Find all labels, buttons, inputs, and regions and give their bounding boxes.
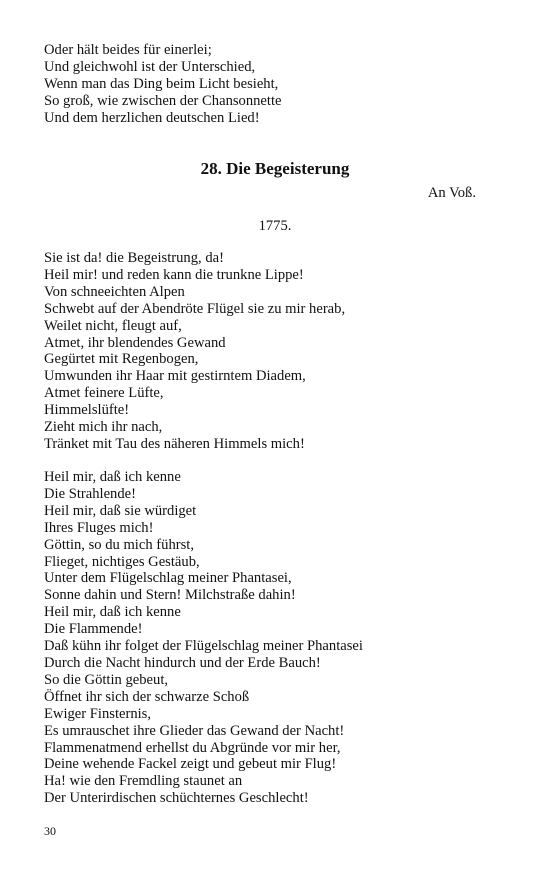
verse-line: Von schneeichten Alpen xyxy=(44,283,185,300)
verse-line: Sonne dahin und Stern! Milchstraße dahin! xyxy=(44,587,296,604)
verse-line: Daß kühn ihr folget der Flügelschlag meiner Phantasei xyxy=(44,638,363,655)
poem-title: 28. Die Begeisterung xyxy=(200,159,350,178)
verse-line: Ihres Fluges mich! xyxy=(44,519,154,536)
verse-line: Heil mir, daß ich kenne xyxy=(44,469,181,485)
poem-stanza-2 xyxy=(44,469,363,807)
verse-line: Flieget, nichtiges Gestäub, xyxy=(44,553,200,570)
verse-line: Oder hält beides für einerlei; xyxy=(44,42,212,58)
poem-year: 1775. xyxy=(258,218,292,234)
verse-line: So die Göttin gebeut, xyxy=(44,671,169,688)
verse-line: Die Flammende! xyxy=(44,621,143,638)
verse-line: Göttin, so du mich führst, xyxy=(44,536,194,553)
verse-line: Wenn man das Ding beim Licht besieht, xyxy=(44,75,279,92)
verse-line: Tränket mit Tau des näheren Himmels mich! xyxy=(44,435,305,452)
verse-line: Weilet nicht, fleugt auf, xyxy=(44,317,182,334)
verse-line: Atmet, ihr blendendes Gewand xyxy=(44,334,226,351)
intro-stanza xyxy=(44,42,282,127)
verse-line: Der Unterirdischen schüchternes Geschlecht! xyxy=(44,790,309,807)
verse-line: Unter dem Flügelschlag meiner Phantasei, xyxy=(44,570,292,587)
verse-line: Und gleichwohl ist der Unterschied, xyxy=(44,58,256,75)
verse-line: Deine wehende Fackel zeigt und gebeut mir Flug! xyxy=(44,756,337,773)
page-number: 30 xyxy=(44,824,56,838)
verse-line: Heil mir, daß sie würdiget xyxy=(44,502,197,519)
verse-line: Umwunden ihr Haar mit gestirntem Diadem, xyxy=(44,368,306,385)
verse-line: Heil mir! und reden kann die trunkne Lippe! xyxy=(44,266,304,283)
verse-line: Durch die Nacht hindurch und der Erde Bauch! xyxy=(44,654,321,671)
verse-line: Atmet feinere Lüfte, xyxy=(44,385,164,402)
verse-line: Sie ist da! die Begeistrung, da! xyxy=(44,250,224,266)
verse-line: Flammenatmend erhellst du Abgründe vor mir her, xyxy=(44,739,341,756)
verse-line: Die Strahlende! xyxy=(44,485,136,502)
verse-line: Himmelslüfte! xyxy=(44,402,130,419)
verse-line: Ewiger Finsternis, xyxy=(44,705,152,722)
verse-line: Und dem herzlichen deutschen Lied! xyxy=(44,109,260,126)
verse-line: Ha! wie den Fremdling staunet an xyxy=(44,773,243,790)
verse-line: Schwebt auf der Abendröte Flügel sie zu mir herab, xyxy=(44,300,346,317)
verse-line: Zieht mich ihr nach, xyxy=(44,419,163,436)
verse-line: Öffnet ihr sich der schwarze Schoß xyxy=(44,688,250,705)
verse-line: Gegürtet mit Regenbogen, xyxy=(44,351,199,368)
poem-stanza-1 xyxy=(44,250,345,453)
verse-line: Es umrauschet ihre Glieder das Gewand der Nacht! xyxy=(44,722,345,739)
verse-line: So groß, wie zwischen der Chansonnette xyxy=(44,92,282,109)
poem-dedication: An Voß. xyxy=(427,185,476,201)
verse-line: Heil mir, daß ich kenne xyxy=(44,604,181,621)
